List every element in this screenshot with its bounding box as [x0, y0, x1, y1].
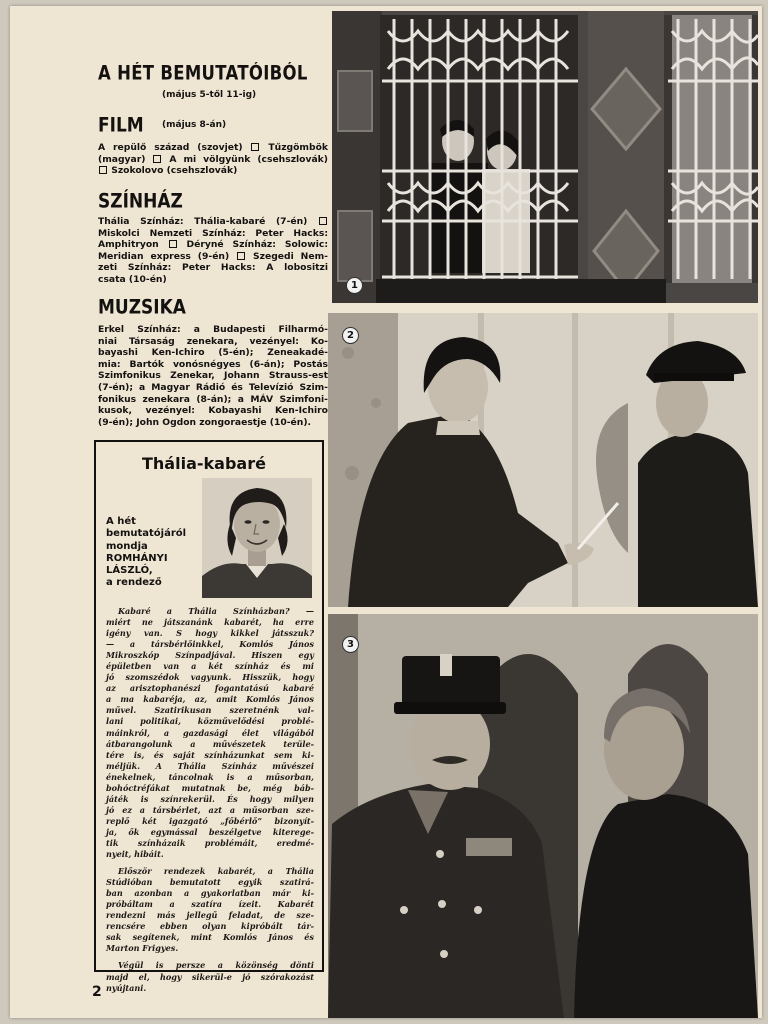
- article-line: az arisztophanészi fogantatású kabaré: [106, 683, 314, 694]
- article-line: tik színházaik problémáit, eredmé-: [106, 837, 314, 848]
- separator-square-icon: [99, 166, 107, 174]
- article-line: replő két igazgató „főbérlő” bizonyít-: [106, 815, 314, 826]
- listing-line: niai Társaság zenekara, vezényel: Ko-: [98, 335, 328, 347]
- intro-line: mondja: [106, 540, 148, 552]
- interview-intro: [106, 516, 198, 590]
- article-line: Mikroszkóp Színpadjával. Hiszen egy: [106, 650, 314, 661]
- magazine-page: [10, 6, 762, 1018]
- page-number: 2: [92, 984, 102, 1000]
- article-line: Kabaré a Thália Színházban? —: [118, 606, 314, 616]
- szinhaz-heading: SZÍNHÁZ: [98, 190, 183, 213]
- article-line: játék is színrekerül. És hogy milyen: [106, 793, 314, 804]
- listing-line: Erkel Színház: a Budapesti Filharmó-: [98, 324, 328, 335]
- separator-square-icon: [169, 240, 177, 248]
- article-line: Stúdióban bemutatott egyik szatirá-: [106, 877, 314, 888]
- week-dates: (május 5-től 11-ig): [162, 90, 257, 100]
- article-line: Először rendezek kabarét, a Thália: [118, 866, 314, 877]
- listing-line: fonikus zenekara (8-án); a MÁV Szimfoni-: [98, 393, 328, 405]
- photo-window-scene: [332, 11, 758, 303]
- listing-line: bayashi Ken-Ichiro (5-én); Zeneakadé-: [98, 347, 328, 359]
- listing-line: mia: Bartók vonósnégyes (6-án); Postás: [98, 358, 328, 370]
- article-line: méljük. A Thália Színház művészei: [106, 760, 314, 771]
- photo-number-badge: 2: [342, 327, 359, 344]
- article-line: majd el, hogy sikerül-e jó szórakozást: [106, 971, 314, 982]
- article-line: nyújtani.: [106, 982, 147, 993]
- article-line: tére is, és saját színházunkat sem ki-: [106, 749, 314, 760]
- listing-line: Amphitryon Déryné Színház: Solowic:: [98, 239, 328, 251]
- photo-officer-scene: [328, 614, 758, 1018]
- listing-line: A repülő század (szovjet) Tűzgömbök: [98, 142, 328, 153]
- interview-box: [94, 440, 324, 993]
- article-line: Végül is persze a közönség dönti: [118, 960, 314, 971]
- article-line: rendezni más jellegű feladat, de sze-: [106, 910, 314, 921]
- article-line: igény van. S hogy kikkel játsszuk?: [106, 628, 314, 639]
- listing-line: (magyar) A mi völgyünk (csehszlovák): [98, 153, 328, 165]
- listing-line: Meridian express (9-én) Szegedi Nem-: [98, 250, 328, 262]
- separator-square-icon: [237, 252, 245, 260]
- director-portrait: [202, 478, 312, 598]
- listing-line: Miskolci Nemzeti Színház: Peter Hacks:: [98, 227, 328, 239]
- listing-line: kusok, vezényel: Kobayashi Ken-Ichiro: [98, 405, 328, 417]
- szinhaz-listing: [98, 216, 328, 286]
- muzsika-heading: MUZSIKA: [98, 296, 186, 319]
- muzsika-listing: [98, 324, 328, 428]
- listings-column: [22, 6, 334, 1018]
- article-line: művel. Szatirikusan szeretnénk val-: [106, 705, 314, 716]
- listing-line: (7-én); a Magyar Rádió és Televízió Szim-: [98, 381, 328, 393]
- listing-line: (9-én); John Ogdon zongoraestje (10-én).: [98, 416, 312, 428]
- photo-number-badge: 3: [342, 636, 359, 653]
- article-line: miért ne játszanánk kabarét, ha erre: [106, 617, 314, 628]
- intro-line: a rendező: [106, 577, 162, 589]
- intro-line: ROMHÁNYI: [106, 552, 168, 564]
- separator-square-icon: [319, 217, 327, 225]
- article-line: máinkról, a gazdasági élet világából: [106, 727, 314, 738]
- article-line: rencsére ebben olyan kipróbált tár-: [106, 921, 314, 932]
- intro-line: bemutatójáról: [106, 528, 187, 540]
- article-line: ja, ők egymással beszélgetve kiterege-: [106, 826, 314, 837]
- article-line: sak segítenek, mint Komlós János és: [106, 932, 314, 943]
- interview-title: Thália-kabaré: [142, 454, 266, 473]
- film-listing: [98, 142, 328, 177]
- intro-line: LÁSZLÓ,: [106, 565, 153, 577]
- article-line: jó szomszédok vagyunk. Hisszük, hogy: [106, 672, 314, 683]
- article-line: épületben van a két színház és mi: [106, 661, 314, 672]
- article-line: jó ez a társbérlet, azt a műsorban sze-: [106, 804, 314, 815]
- article-line: a ma kabaréja, az, amit Komlós János: [106, 694, 314, 705]
- article-line: Marton Frigyes.: [106, 943, 179, 954]
- listing-line: Thália Színház: Thália-kabaré (7-én): [98, 216, 328, 228]
- article-line: énekelnek, táncolnak is a műsorban,: [106, 771, 314, 782]
- article-line: próbáltam a szatíra ízeit. Kabarét: [106, 899, 314, 910]
- interview-text: [106, 606, 314, 994]
- intro-line: A hét: [106, 516, 136, 527]
- article-line: lani politikai, közművelődési problé-: [106, 716, 314, 727]
- film-heading: FILM: [98, 114, 144, 137]
- film-date: (május 8-án): [162, 120, 227, 130]
- article-line: ban azonban a gyakorlatban már ki-: [106, 888, 314, 899]
- separator-square-icon: [251, 143, 259, 151]
- article-line: átbarangolunk a művészetek terüle-: [106, 738, 314, 749]
- listing-line: csata (10-én): [98, 273, 167, 285]
- photo-number-badge: 1: [346, 277, 363, 294]
- listing-line: zeti Színház: Peter Hacks: A lobositzi: [98, 262, 328, 274]
- separator-square-icon: [153, 155, 161, 163]
- listing-line: Szimfonikus Zenekar, Johann Strauss-est: [98, 370, 328, 382]
- listing-line: Szokolovo (csehszlovák): [98, 165, 328, 177]
- photo-two-men-scene: [328, 313, 758, 607]
- article-line: bohóctréfákat mutatnak be, még báb-: [106, 782, 314, 793]
- page-title: A HÉT BEMUTATÓIBÓL: [98, 62, 308, 85]
- article-line: — a társbérlőinkkel, Komlós János: [106, 639, 314, 650]
- article-line: nyeit, hibáit.: [106, 849, 164, 860]
